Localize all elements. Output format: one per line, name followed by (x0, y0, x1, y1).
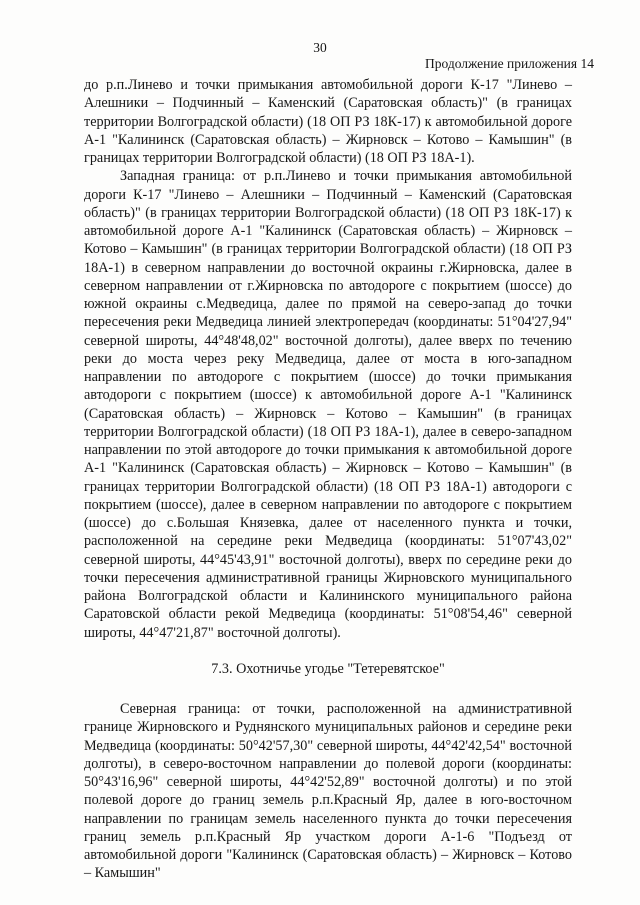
page-number: 30 (313, 40, 327, 55)
paragraph-western-border: Западная граница: от р.п.Линево и точки примыкания автомобильной дороги К-17 "Линево – Алешники – Подчинный – Каменский (Саратовская область)" (в границах территории Волгоградской области) (18 ОП РЗ 18К-17) к автомобильной дороге А-1 "Калининск (Саратовская область) – Жирновск – Котово – Камышин" (в границах территории Волгоградской области) (18 ОП РЗ 18А-1) в северном направлении до восточной окраины г.Жирновска, далее в северном направлении от г.Жирновска по автодороге с покрытием (шоссе) до южной окраины с.Медведица, далее по прямой на северо-запад до точки пересечения реки Медведица линией электропередач (координаты: 51°04'27,94" северной широты, 44°48'48,02" восточной долготы), далее вверх по течению реки до моста через реку Медведица, далее от моста в юго-западном направлении по автодороге с покрытием (шоссе) до точки примыкания автодороги с покрытием (шоссе) к автомобильной дороге А-1 "Калининск (Саратовская область) – Жирновск – Котово – Камышин" (в границах территории Волгоградской области) (18 ОП РЗ 18А-1), далее в северо-западном направлении по этой автодороге до точки примыкания к автомобильной дороге А-1 "Калининск (Саратовская область) – Жирновск – Котово – Камышин" (в границах территории Волгоградской области) (18 ОП РЗ 18А-1) автодороги с покрытием (шоссе), далее в северном направлении по автодороге с покрытием (шоссе) до с.Большая Князевка, далее от населенного пункта и точки, расположенной на середине реки Медведица (координаты: 51°07'43,02" северной широты, 44°45'43,91" восточной долготы), вверх по середине реки до точки пересечения административной границы Жирновского муниципального района Волгоградской области и Калининского муниципального района Саратовской области рекой Медведица (координаты: 51°08'54,46" северной широты, 44°47'21,87" восточной долготы). (84, 168, 572, 641)
appendix-continuation-label: Продолжение приложения 14 (424, 56, 594, 71)
paragraph-continuation: до р.п.Линево и точки примыкания автомобильной дороги К-17 "Линево – Алешники – Подчинный – Каменский (Саратовская область)" (в границах территории Волгоградской области) (18 ОП РЗ 18К-17) к автомобильной дороге А-1 "Калининск (Саратовская область) – Жирновск – Котово – Камышин" (в границах территории Волгоградской области) (18 ОП РЗ 18А-1). (84, 77, 572, 166)
document-body (84, 76, 572, 883)
paragraph-northern-border: Северная граница: от точки, расположенной на административной границе Жирновского и Руднянского муниципальных районов и середине реки Медведица (координаты: 50°42'57,30" северной широты, 44°42'42,54" восточной долготы), в северо-восточном направлении до полевой дороги (координаты: 50°43'16,96" северной широты, 44°42'52,89" восточной долготы) и по этой полевой дороге до границ земель р.п.Красный Яр, далее в юго-восточном направлении по границам земель населенного пункта до точки пересечения границ земель р.п.Красный Яр участком дороги А-1-6 "Подъезд от автомобильной дороги "Калининск (Саратовская область) – Жирновск – Котово – Камышин" (84, 701, 572, 882)
section-heading: 7.3. Охотничье угодье "Тетеревятское" (211, 660, 445, 677)
